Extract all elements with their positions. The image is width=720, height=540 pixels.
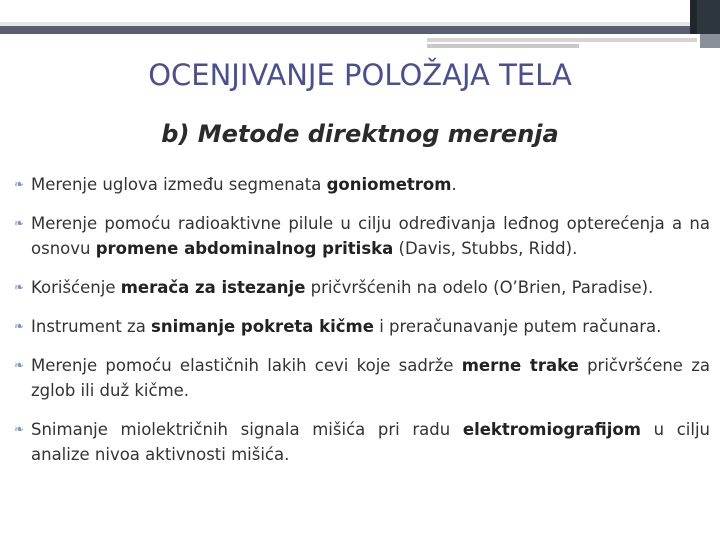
bullet-marker-icon: ❧ [14, 358, 25, 372]
bullet-item [14, 314, 710, 339]
bullet-emphasis: promene abdominalnog pritiska [95, 239, 394, 258]
bullet-text: pričvršćenih na odelo (O’Brien, Paradise). [305, 278, 654, 297]
bullet-item [14, 417, 710, 467]
bullet-text: Merenje uglova između segmenata [31, 175, 327, 194]
header-corner-block [690, 0, 720, 34]
bullet-item [14, 172, 710, 197]
bullet-text: Snimanje miolektričnih signala mišića pri radu [31, 420, 463, 439]
bullet-emphasis: snimanje pokreta kičme [151, 317, 374, 336]
header-corner-shadow [700, 34, 720, 48]
bullet-emphasis: goniometrom [326, 175, 452, 194]
header-bar-dark [0, 26, 690, 34]
bullet-text: Instrument za [31, 317, 152, 336]
slide-subtitle: b) Metode direktnog merenja [161, 120, 559, 148]
header-accent-line [427, 38, 697, 42]
bullet-text: pričvršćene za zglob ili duž kičme. [31, 356, 710, 400]
bullet-item [14, 275, 710, 300]
bullet-marker-icon: ❧ [14, 216, 25, 230]
bullet-text: Korišćenje [31, 278, 121, 297]
bullet-marker-icon: ❧ [14, 280, 25, 294]
bullet-item [14, 353, 710, 403]
slide-title: OCENJIVANJE POLOŽAJA TELA [148, 58, 572, 92]
header-corner-edge [697, 0, 720, 34]
bullet-list [14, 172, 710, 481]
bullet-text: i preračunavanje putem računara. [373, 317, 662, 336]
header-decoration [0, 0, 690, 22]
bullet-marker-icon: ❧ [14, 177, 25, 191]
bullet-text: Merenje pomoću elastičnih lakih cevi koje sadrže [31, 356, 462, 375]
header-accent-line-short [427, 44, 579, 48]
bullet-text: Merenje pomoću radioaktivne pilule u cilju određivanja leđnog opterećenja a na osnovu [31, 214, 710, 258]
bullet-marker-icon: ❧ [14, 319, 25, 333]
bullet-emphasis: elektromiografijom [462, 420, 641, 439]
bullet-text: . [451, 175, 457, 194]
bullet-item [14, 211, 710, 261]
bullet-marker-icon: ❧ [14, 422, 25, 436]
bullet-text: (Davis, Stubbs, Ridd). [393, 239, 578, 258]
bullet-emphasis: merne trake [461, 356, 579, 375]
bullet-text: u cilju analize nivoa aktivnosti mišića. [31, 420, 711, 464]
bullet-emphasis: merača za istezanje [120, 278, 306, 297]
